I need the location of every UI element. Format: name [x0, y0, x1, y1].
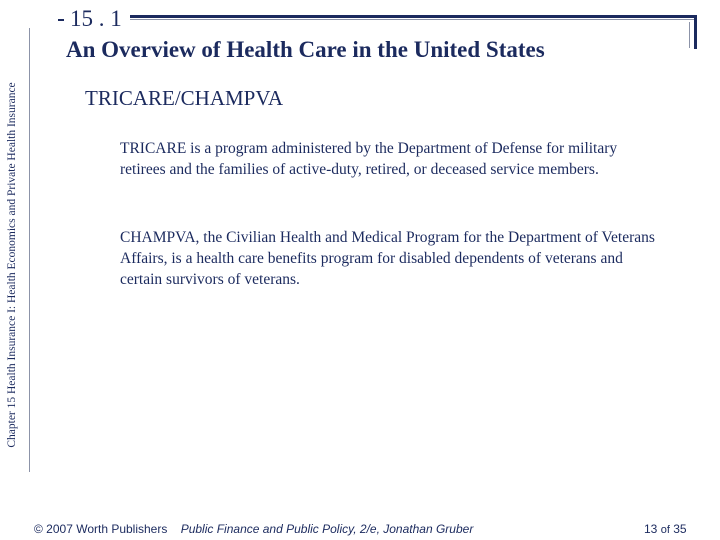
header-rule: [130, 15, 697, 18]
section-number: 15 . 1: [70, 6, 122, 31]
header-rule-right-edge: [694, 15, 697, 49]
header-rule-stub: [58, 19, 64, 21]
chapter-side-label: [2, 20, 22, 510]
footer-book-title: Public Finance and Public Policy, 2/e, Jonathan Gruber: [180, 522, 474, 536]
page-current: 13: [644, 522, 658, 536]
footer-copyright: © 2007 Worth Publishers: [34, 522, 168, 536]
header-rule-shadow: [130, 19, 697, 20]
chapter-label-text: Chapter 15 Health Insurance I: Health Economics and Private Health Insurance: [6, 82, 18, 448]
subheading: TRICARE/CHAMPVA: [85, 86, 283, 110]
slide-title: An Overview of Health Care in the United States: [66, 37, 545, 62]
left-divider-line: [29, 28, 30, 472]
page-of: of: [660, 524, 670, 536]
page-total: 35: [673, 522, 687, 536]
paragraph-tricare: TRICARE is a program administered by the Department of Defense for military retirees and the families of active-duty, retired, or deceased service members.: [120, 140, 618, 178]
header-rule-right-shadow: [689, 22, 690, 48]
page-number: [644, 522, 687, 536]
paragraph-champva: CHAMPVA, the Civilian Health and Medical Program for the Department of Veterans Affairs, is a health care benefits program for disabled dependents of veterans and certain survivors of veterans.: [120, 229, 655, 288]
footer-credit: [34, 522, 473, 536]
